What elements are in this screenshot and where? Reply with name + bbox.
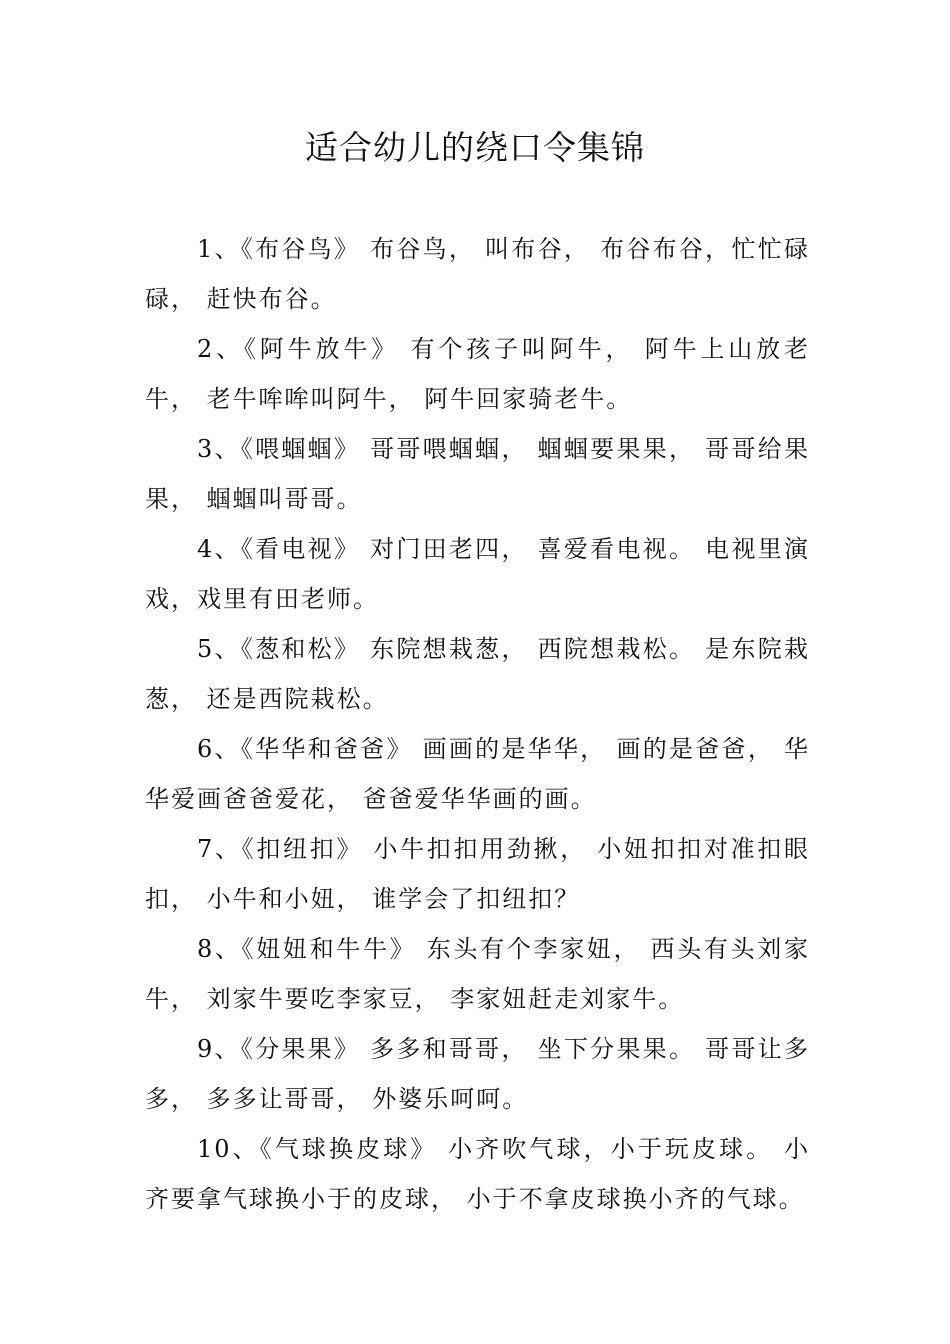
tongue-twister-3: 3、《喂蝈蝈》 哥哥喂蝈蝈， 蝈蝈要果果， 哥哥给果果， 蝈蝈叫哥哥。 [145,435,810,513]
document-title: 适合幼儿的绕口令集锦 [305,128,645,167]
tongue-twister-1: 1、《布谷鸟》 布谷鸟， 叫布谷， 布谷布谷，忙忙碌碌， 赶快布谷。 [145,235,810,313]
tongue-twister-10: 10、《气球换皮球》 小齐吹气球，小于玩皮球。 小齐要拿气球换小于的皮球， 小于不拿皮球换小齐的气球。 [145,1135,810,1213]
tongue-twister-8: 8、《妞妞和牛牛》 东头有个李家妞， 西头有头刘家牛， 刘家牛要吃李家豆， 李家妞赶走刘家牛。 [145,935,810,1013]
tongue-twister-9: 9、《分果果》 多多和哥哥， 坐下分果果。 哥哥让多多， 多多让哥哥， 外婆乐呵呵。 [145,1035,810,1113]
tongue-twister-4: 4、《看电视》 对门田老四， 喜爱看电视。 电视里演戏，戏里有田老师。 [145,535,810,613]
tongue-twister-2: 2、《阿牛放牛》 有个孩子叫阿牛， 阿牛上山放老牛， 老牛哞哞叫阿牛， 阿牛回家骑老牛。 [145,335,810,413]
tongue-twister-5: 5、《葱和松》 东院想栽葱， 西院想栽松。 是东院栽葱， 还是西院栽松。 [145,635,810,713]
tongue-twister-6: 6、《华华和爸爸》 画画的是华华， 画的是爸爸， 华华爱画爸爸爱花， 爸爸爱华华画的画。 [145,735,810,813]
document-body [145,224,810,1224]
tongue-twister-7: 7、《扣纽扣》 小牛扣扣用劲揪， 小妞扣扣对准扣眼扣， 小牛和小妞， 谁学会了扣纽扣？ [145,835,810,913]
